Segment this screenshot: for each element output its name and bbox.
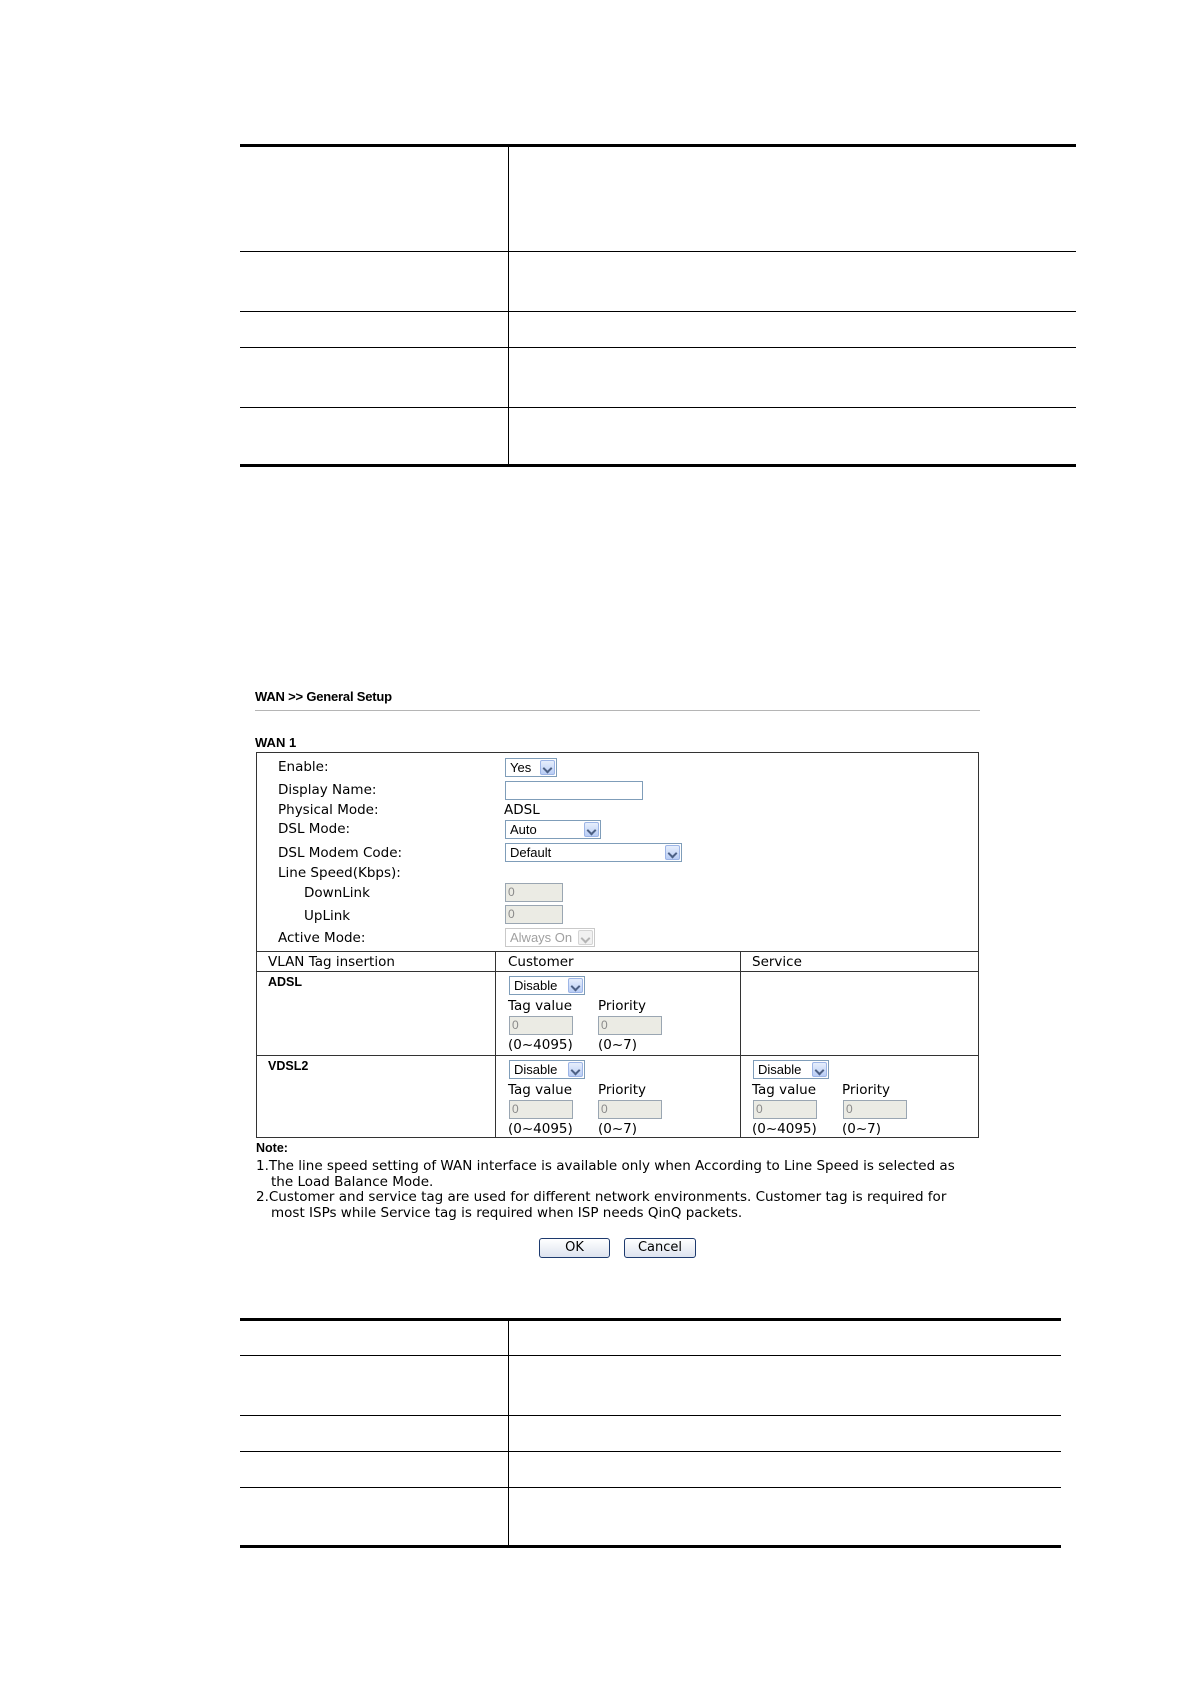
vdsl2-customer-mode: Disable — [514, 1062, 558, 1077]
section-title: WAN 1 — [255, 735, 297, 750]
enable-value: Yes — [510, 760, 532, 775]
vdsl2-customer-priority-input[interactable]: 0 — [598, 1100, 662, 1119]
adsl-customer-priority-input[interactable]: 0 — [598, 1016, 662, 1035]
chevron-down-icon — [568, 978, 583, 993]
display-name-input[interactable] — [505, 781, 643, 800]
vdsl2-customer-select[interactable] — [509, 1060, 585, 1079]
active-mode-value: Always On — [510, 930, 573, 945]
chevron-down-icon — [578, 930, 593, 945]
adsl-priority-range: (0~7) — [598, 1037, 638, 1053]
downlink-label: DownLink — [304, 885, 370, 901]
dsl-modem-code-value: Default — [510, 845, 552, 860]
vdsl2-service-priority-range: (0~7) — [842, 1121, 882, 1137]
dsl-mode-select[interactable] — [505, 820, 601, 839]
doc-table-top — [240, 144, 1076, 467]
dsl-mode-label: DSL Mode: — [278, 821, 351, 837]
vlan-header-tag-insertion: VLAN Tag insertion — [268, 954, 395, 970]
note-1-line-1: 1.The line speed setting of WAN interface is available only when According to Line Speed is selected as — [256, 1158, 955, 1174]
note-title: Note: — [256, 1141, 288, 1155]
vdsl2-service-tag-input[interactable]: 0 — [753, 1100, 817, 1119]
page-title: WAN >> General Setup — [255, 689, 392, 704]
adsl-priority-label: Priority — [598, 998, 647, 1014]
chevron-down-icon — [568, 1062, 583, 1077]
adsl-customer-select[interactable] — [509, 976, 585, 995]
vdsl2-service-priority-input[interactable]: 0 — [843, 1100, 907, 1119]
vlan-col-divider-1 — [495, 951, 496, 1138]
doc-table-bottom — [240, 1318, 1061, 1548]
vlan-adsl-label: ADSL — [268, 975, 303, 989]
vdsl2-customer-priority-range: (0~7) — [598, 1121, 638, 1137]
physical-mode-value: ADSL — [504, 802, 540, 818]
dsl-modem-code-label: DSL Modem Code: — [278, 845, 403, 861]
enable-label: Enable: — [278, 759, 329, 775]
vdsl2-service-select[interactable] — [753, 1060, 829, 1079]
cancel-button[interactable]: Cancel — [624, 1238, 696, 1258]
vlan-header-top-line — [256, 951, 979, 952]
adsl-tag-range: (0~4095) — [508, 1037, 573, 1053]
vdsl2-service-tag-range: (0~4095) — [752, 1121, 817, 1137]
uplink-label: UpLink — [304, 908, 351, 924]
adsl-tag-value-label: Tag value — [508, 998, 573, 1014]
note-2-line-1: 2.Customer and service tag are used for different network environments. Customer tag is required for — [256, 1189, 947, 1205]
title-divider — [255, 710, 980, 711]
dsl-mode-value: Auto — [510, 822, 537, 837]
note-1-line-2: the Load Balance Mode. — [271, 1174, 434, 1190]
line-speed-label: Line Speed(Kbps): — [278, 865, 401, 881]
vlan-header-bottom-line — [256, 971, 979, 972]
active-mode-select[interactable] — [505, 928, 595, 947]
vdsl2-customer-tag-range: (0~4095) — [508, 1121, 573, 1137]
chevron-down-icon — [540, 760, 555, 775]
uplink-input[interactable]: 0 — [505, 905, 563, 924]
vdsl2-customer-tag-value-label: Tag value — [508, 1082, 573, 1098]
note-2-line-2: most ISPs while Service tag is required when ISP needs QinQ packets. — [271, 1205, 743, 1221]
vdsl2-service-tag-value-label: Tag value — [752, 1082, 817, 1098]
vlan-vdsl2-label: VDSL2 — [268, 1059, 309, 1073]
ok-button[interactable]: OK — [539, 1238, 610, 1258]
vlan-adsl-bottom-line — [256, 1055, 979, 1056]
chevron-down-icon — [584, 822, 599, 837]
chevron-down-icon — [665, 845, 680, 860]
adsl-customer-mode: Disable — [514, 978, 558, 993]
display-name-label: Display Name: — [278, 782, 377, 798]
dsl-modem-code-select[interactable] — [505, 843, 682, 862]
vdsl2-service-priority-label: Priority — [842, 1082, 891, 1098]
downlink-input[interactable]: 0 — [505, 883, 563, 902]
active-mode-label: Active Mode: — [278, 930, 366, 946]
adsl-customer-tag-input[interactable]: 0 — [509, 1016, 573, 1035]
vlan-col-divider-2 — [740, 951, 741, 1138]
vdsl2-service-mode: Disable — [758, 1062, 802, 1077]
vdsl2-customer-tag-input[interactable]: 0 — [509, 1100, 573, 1119]
enable-select[interactable] — [505, 758, 557, 777]
vdsl2-customer-priority-label: Priority — [598, 1082, 647, 1098]
vlan-header-customer: Customer — [508, 954, 574, 970]
chevron-down-icon — [812, 1062, 827, 1077]
vlan-header-service: Service — [752, 954, 802, 970]
physical-mode-label: Physical Mode: — [278, 802, 379, 818]
